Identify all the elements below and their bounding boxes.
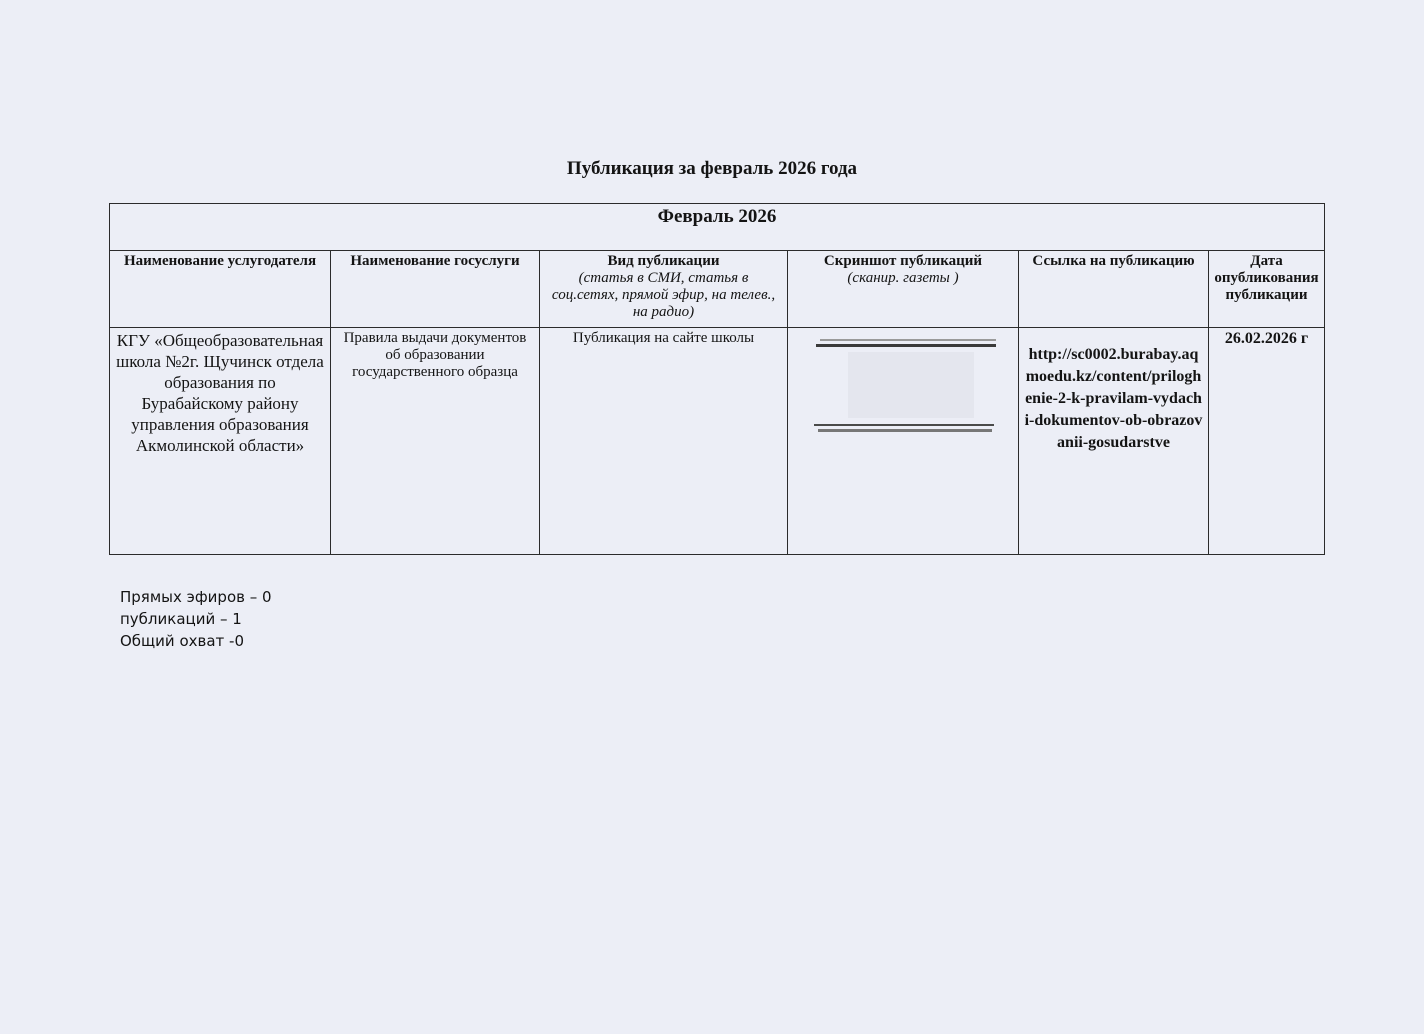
summary-live: Прямых эфиров – 0 (120, 588, 272, 606)
month-header-row (110, 204, 1325, 251)
publication-link[interactable]: http://sc0002.burabay.aqmoedu.kz/content/priloghenie-2-k-pravilam-vydachi-dokumentov-ob-obrazovanii-gosudarstve (1024, 346, 1203, 451)
column-header-row (110, 251, 1325, 328)
provider-cell: КГУ «Общеобразовательная школа №2г. Щучинск отдела образования по Бурабайскому району управления образования Акмолинской области» (110, 328, 331, 555)
month-header: Февраль 2026 (110, 204, 1325, 251)
table-row (110, 328, 1325, 555)
header-type-note: (статья в СМИ, статья в соц.сетях, прямой эфир, на телев., на радио) (551, 270, 776, 320)
header-screenshot: Скриншот публикаций (сканир. газеты ) (788, 251, 1019, 328)
publications-table (109, 203, 1325, 555)
header-service: Наименование госуслуги (331, 251, 540, 328)
header-link: Ссылка на публикацию (1019, 251, 1209, 328)
service-cell: Правила выдачи документов об образовании государственного образца (331, 328, 540, 555)
header-type: Вид публикации (статья в СМИ, статья в соц.сетях, прямой эфир, на телев., на радио) (540, 251, 788, 328)
summary (120, 586, 272, 652)
summary-publications: публикаций – 1 (120, 610, 242, 628)
date-cell: 26.02.2026 г (1209, 328, 1325, 555)
type-cell: Публикация на сайте школы (540, 328, 788, 555)
summary-reach: Общий охват -0 (120, 632, 244, 650)
screenshot-image (792, 330, 1014, 440)
link-cell (1019, 328, 1209, 555)
page-title: Публикация за февраль 2026 года (566, 158, 858, 179)
header-date: Дата опубликования публикации (1209, 251, 1325, 328)
screenshot-cell (788, 328, 1019, 555)
header-screenshot-note: (сканир. газеты ) (847, 270, 959, 286)
header-provider: Наименование услугодателя (110, 251, 331, 328)
